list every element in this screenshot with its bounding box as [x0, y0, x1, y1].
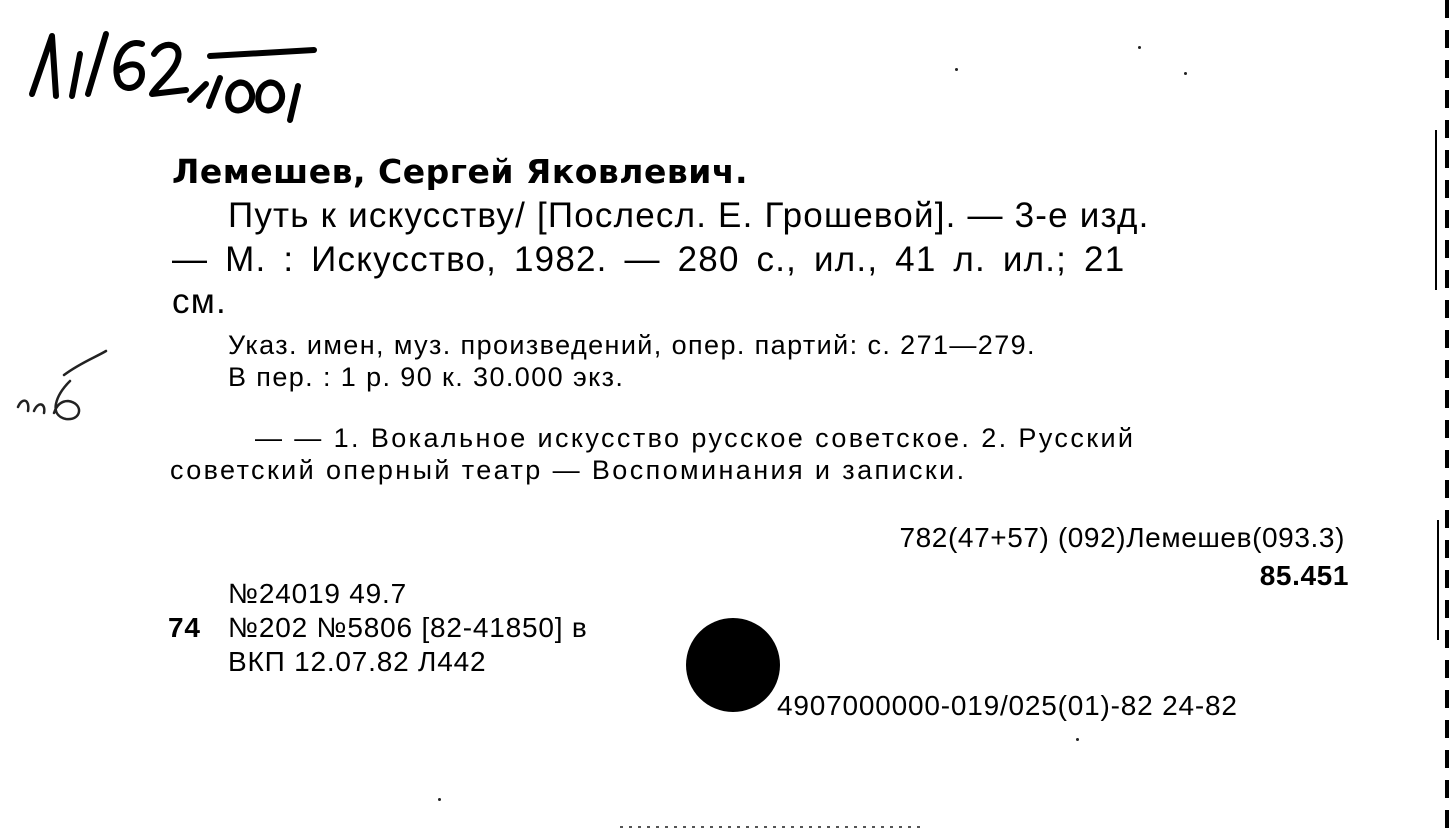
speck — [1076, 738, 1079, 741]
record-title-line-3: см. — [172, 282, 227, 321]
record-note-index: Указ. имен, муз. произведений, опер. партий: с. 271—279. — [228, 330, 1036, 360]
speck — [1138, 46, 1141, 49]
handwritten-margin-mark — [8, 345, 118, 435]
handwritten-call-number — [14, 14, 324, 124]
registration-line-2: №202 №5806 [82-41850] в — [228, 612, 588, 643]
record-subjects-line-2: советский оперный театр — Воспоминания и записки. — [170, 455, 967, 485]
speck — [955, 68, 958, 71]
card-edge-mark — [1437, 520, 1439, 640]
bbk-classification: 85.451 — [1259, 560, 1349, 591]
isbn-code: 4907000000-019/025(01)-82 24-82 — [777, 690, 1238, 721]
record-subjects-line-1: — — 1. Вокальное искусство русское советское. 2. Русский — [255, 423, 1136, 453]
card-edge-mark — [1435, 130, 1437, 290]
registration-line-2-prefix: 74 — [168, 612, 201, 643]
record-author: Лемешев, Сергей Яковлевич. — [172, 152, 749, 191]
record-title-line-1: Путь к искусству/ [Послесл. Е. Грошевой]. — 3-е изд. — [228, 196, 1150, 235]
speck — [438, 798, 441, 801]
record-note-price: В пер. : 1 р. 90 к. 30.000 экз. — [228, 362, 625, 392]
registration-line-1: №24019 49.7 — [228, 578, 407, 609]
punched-hole — [686, 618, 780, 712]
speck — [1184, 72, 1187, 75]
card-bottom-marks — [620, 826, 920, 828]
udc-classification: 782(47+57) (092)Лемешев(093.3) — [899, 522, 1345, 553]
card-edge-marks — [1445, 0, 1449, 834]
registration-line-3: ВКП 12.07.82 Л442 — [228, 646, 487, 677]
record-title-line-2: — М. : Искусство, 1982. — 280 с., ил., 41 л. ил.; 21 — [172, 240, 1126, 279]
